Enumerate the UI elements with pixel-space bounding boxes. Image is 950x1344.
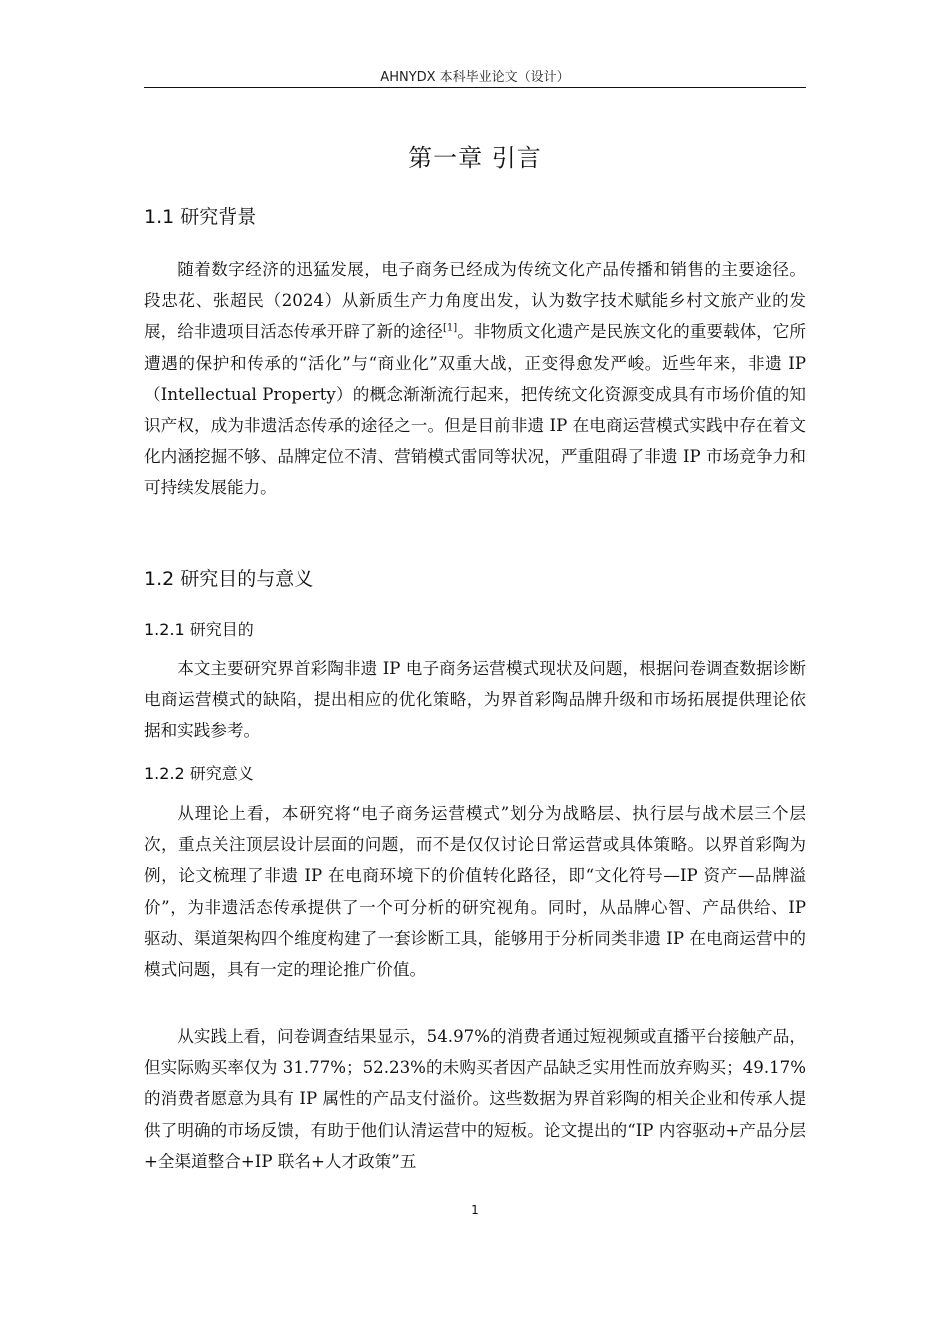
paragraph-research-background xyxy=(144,254,806,504)
section-heading-1-2: 1.2 研究目的与意义 xyxy=(144,568,314,590)
header-rule xyxy=(144,87,806,88)
paragraph-text: 随着数字经济的迅猛发展，电子商务已经成为传统文化产品传播和销售的主要途径。段忠花、张超民（2024）从新质生产力角度出发，认为数字技术赋能乡村文旅产业的发展，给非遗项目活态传承开辟了新的途径 xyxy=(144,260,806,342)
running-header: AHNYDX 本科毕业论文（设计） xyxy=(380,70,570,85)
subsection-heading-1-2-1: 1.2.1 研究目的 xyxy=(144,620,254,639)
chapter-title: 第一章 引言 xyxy=(408,144,542,172)
paragraph-theoretical-significance: 从理论上看，本研究将“电子商务运营模式”划分为战略层、执行层与战术层三个层次，重点关注顶层设计层面的问题，而不是仅仅讨论日常运营或具体策略。以界首彩陶为例，论文梳理了非遗 IP 在电商环境下的价值转化路径，即“文化符号—IP 资产—品牌溢价”，为非遗活态传承提供了一个可分析的研究视角。同时，从品牌心智、产品供给、IP 驱动、渠道架构四个维度构建了一套诊断工具，能够用于分析同类非遗 IP 在电商运营中的模式问题，具有一定的理论推广价值。 xyxy=(144,804,806,980)
paragraph-practical-significance: 从实践上看，问卷调查结果显示，54.97%的消费者通过短视频或直播平台接触产品，但实际购买率仅为 31.77%；52.23%的未购买者因产品缺乏实用性而放弃购买；49.17%的消费者愿意为具有 IP 属性的产品支付溢价。这些数据为界首彩陶的相关企业和传承人提供了明确的市场反馈，有助于他们认清运营中的短板。论文提出的“IP 内容驱动+产品分层+全渠道整合+IP 联名+人才政策”五 xyxy=(144,1027,806,1171)
page-number: 1 xyxy=(471,1203,479,1217)
paragraph-text: 。非物质文化遗产是民族文化的重要载体，它所遭遇的保护和传承的“活化”与“商业化”双重大战，正变得愈发严峻。近些年来，非遗 IP（Intellectual Property）的概念渐渐流行起来，把传统文化资源变成具有市场价值的知识产权，成为非遗活态传承的途径之一。但是目前非遗 IP 在电商运营模式实践中存在着文化内涵挖掘不够、品牌定位不清、营销模式雷同等状况，严重阻碍了非遗 IP 市场竞争力和可持续发展能力。 xyxy=(144,322,807,498)
section-heading-1-1: 1.1 研究背景 xyxy=(144,206,257,228)
paragraph-research-purpose: 本文主要研究界首彩陶非遗 IP 电子商务运营模式现状及问题，根据问卷调查数据诊断电商运营模式的缺陷，提出相应的优化策略，为界首彩陶品牌升级和市场拓展提供理论依据和实践参考。 xyxy=(144,659,806,741)
subsection-heading-1-2-2: 1.2.2 研究意义 xyxy=(144,764,254,783)
citation-ref[interactable]: [1] xyxy=(443,322,458,334)
